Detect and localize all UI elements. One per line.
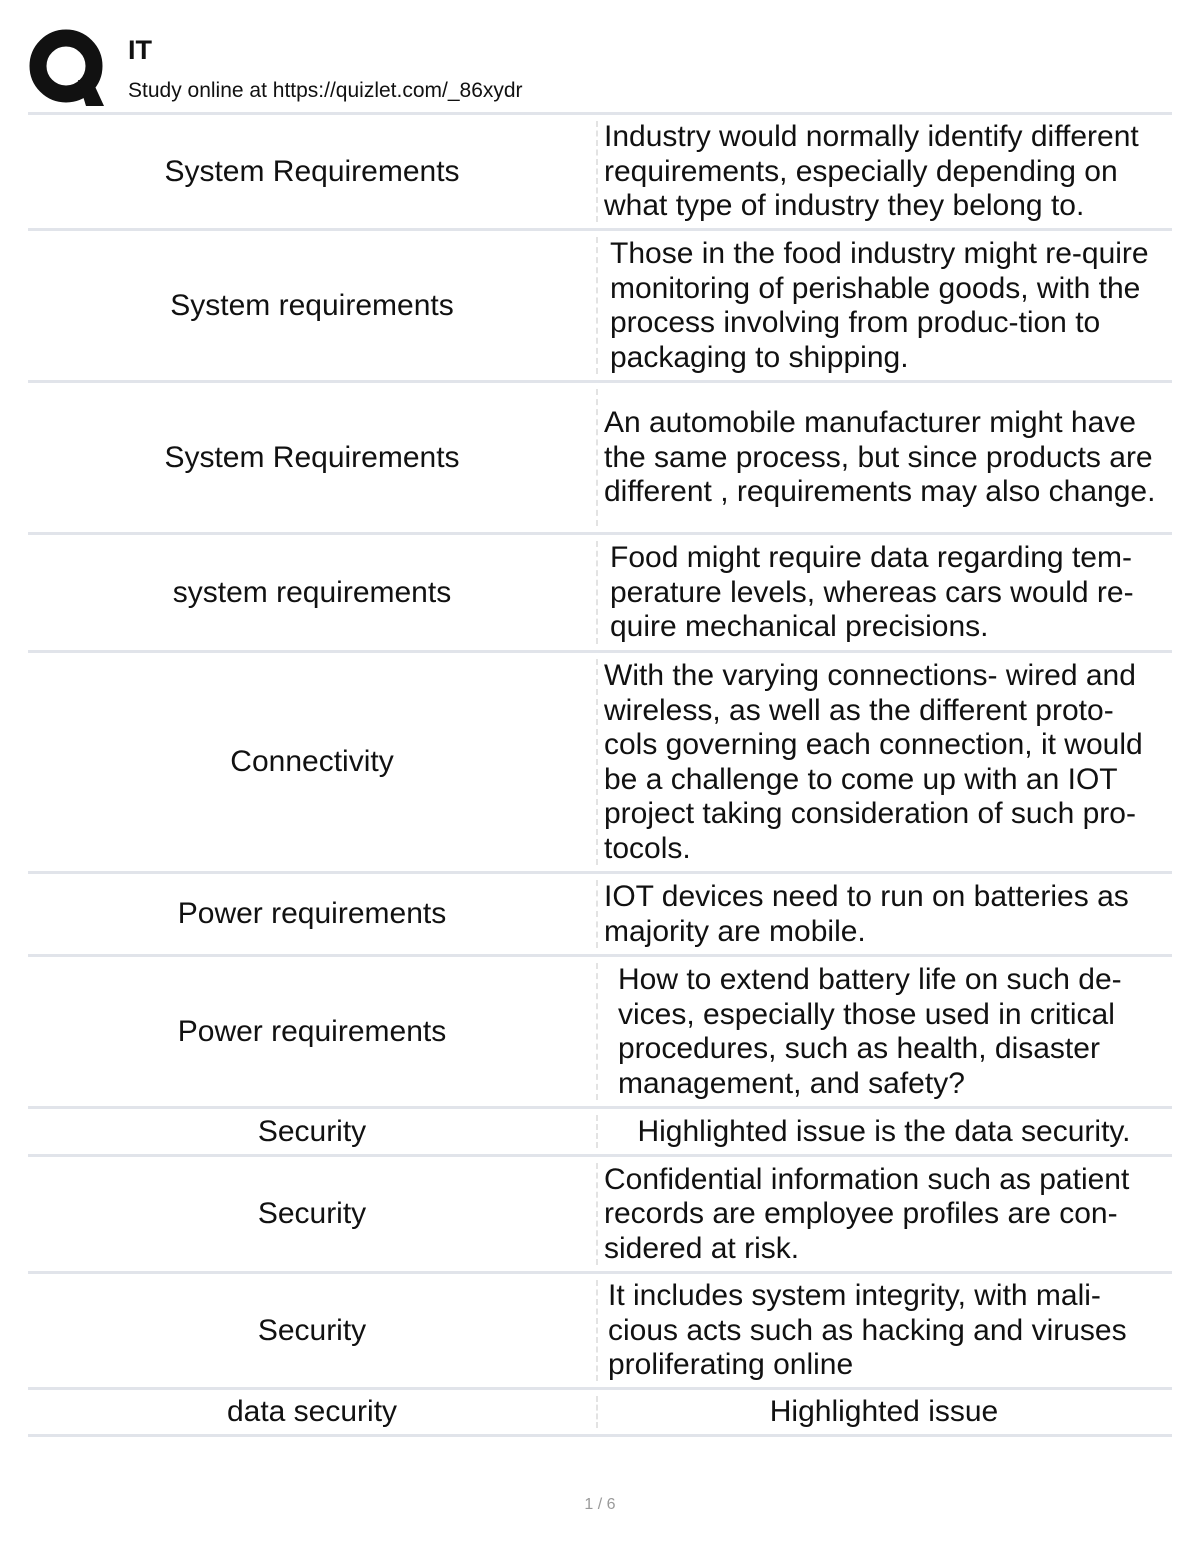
card-definition: Confidential information such as patient records are employee profiles are con-sidered at risk. (604, 1162, 1130, 1265)
card-row (28, 1390, 1172, 1437)
card-row (28, 535, 1172, 653)
card-term: Connectivity (230, 745, 394, 778)
page-header (28, 28, 1172, 108)
card-term: Security (257, 1114, 367, 1148)
page-number: 1 / 6 (584, 1496, 616, 1513)
card-definition: Industry would normally identify different requirements, especially depending on what type of industry they belong to. (604, 120, 1139, 223)
card-row (28, 383, 1172, 535)
card-definition: Those in the food industry might re-quire monitoring of perishable goods, with the process involving from produc-tion to packaging to shipping. (610, 237, 1149, 374)
card-row (28, 231, 1172, 383)
card-term: Security (257, 1313, 367, 1347)
quizlet-logo-icon (28, 28, 108, 108)
card-row (28, 874, 1172, 957)
card-term: Power requirements (177, 897, 447, 930)
card-row (28, 653, 1172, 874)
card-term: System Requirements (164, 154, 460, 188)
card-definition: How to extend battery life on such de-vices, especially those used in critical procedures, such as health, disaster management, and safety? (618, 963, 1122, 1100)
card-definition: Food might require data regarding tem-perature levels, whereas cars would re-quire mechanical precisions. (610, 541, 1134, 644)
card-term: data security (226, 1395, 398, 1428)
card-term: System Requirements (164, 440, 460, 474)
card-definition: An automobile manufacturer might have the same process, but since products are different , requirements may also change. (604, 406, 1156, 509)
card-definition: Highlighted issue is the data security. (637, 1114, 1131, 1148)
card-row (28, 1274, 1172, 1390)
card-definition: IOT devices need to run on batteries as majority are mobile. (604, 880, 1129, 948)
card-definition: It includes system integrity, with mali-cious acts such as hacking and viruses proliferating online (608, 1279, 1127, 1382)
card-term: System requirements (170, 288, 454, 322)
card-term: system requirements (172, 575, 452, 609)
card-row (28, 115, 1172, 231)
card-definition: With the varying connections- wired and wireless, as well as the different proto-cols governing each connection, it would be a challenge to come up with an IOT project taking consideration of such pro-tocols. (604, 659, 1143, 865)
study-online-link[interactable]: Study online at https://quizlet.com/_86xydr (128, 79, 523, 102)
card-row (28, 1157, 1172, 1274)
card-definition: Highlighted issue (769, 1395, 999, 1429)
set-title: IT (128, 35, 152, 65)
card-row (28, 1109, 1172, 1157)
card-row (28, 957, 1172, 1109)
flashcard-table (28, 112, 1172, 1437)
card-term: Power requirements (177, 1014, 447, 1048)
card-term: Security (257, 1197, 367, 1230)
